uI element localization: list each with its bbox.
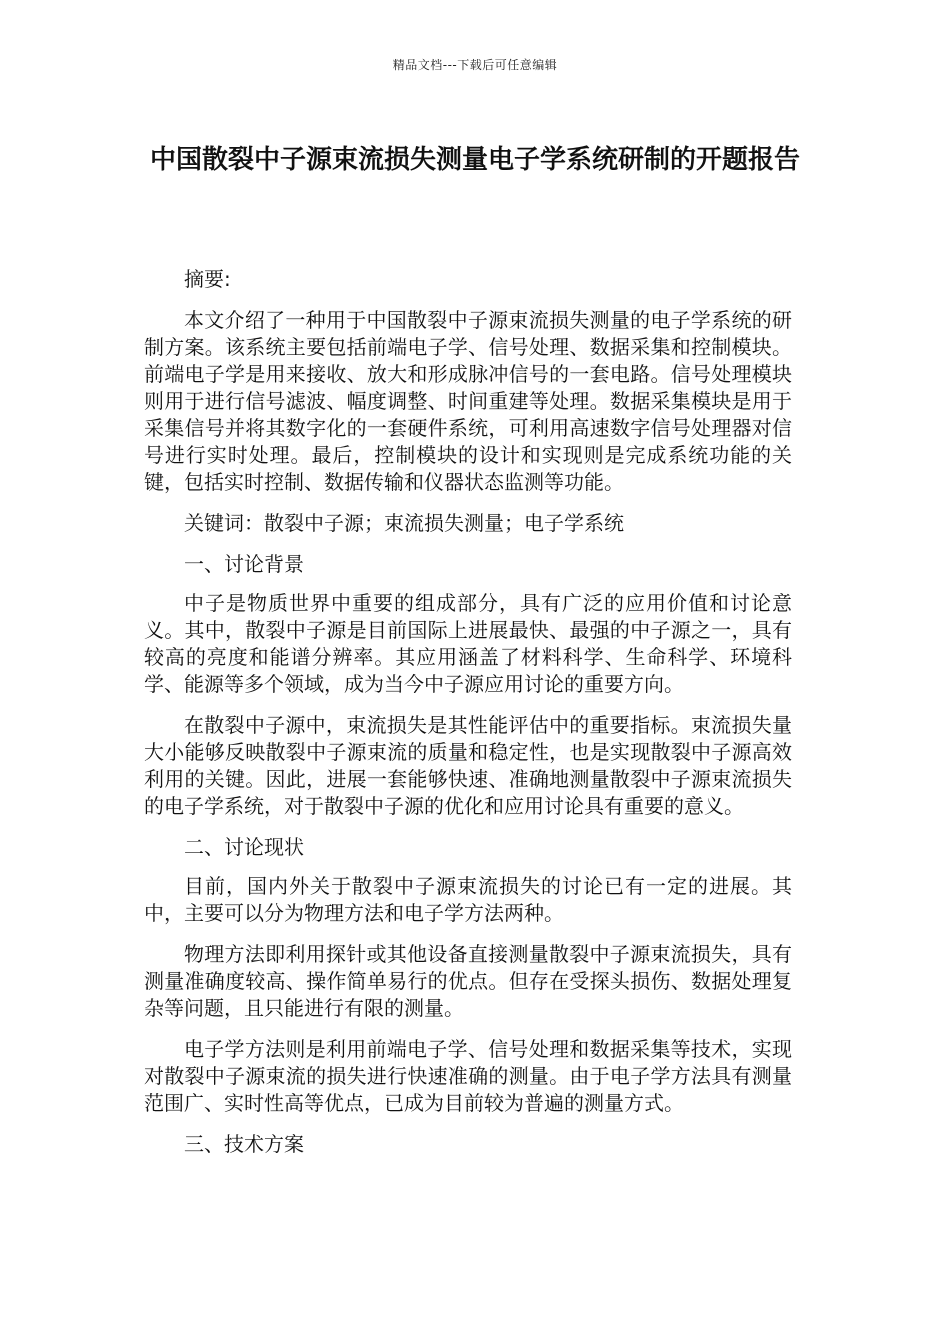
header-note: 精品文档---下载后可任意编辑 (392, 58, 558, 72)
paragraph: 中子是物质世界中重要的组成部分，具有广泛的应用价值和讨论意义。其中，散裂中子源是目前国际上进展最快、最强的中子源之一，具有较高的亮度和能谱分辨率。其应用涵盖了材料科学、生命科学、环境科学、能源等多个领域，成为当今中子源应用讨论的重要方向。 (144, 591, 792, 696)
section-heading-technical-plan: 三、技术方案 (184, 1132, 304, 1156)
paragraph: 物理方法即利用探针或其他设备直接测量散裂中子源束流损失，具有测量准确度较高、操作简单易行的优点。但存在受探头损伤、数据处理复杂等问题，且只能进行有限的测量。 (144, 942, 792, 1020)
section-heading-status: 二、讨论现状 (184, 835, 304, 859)
paragraph: 在散裂中子源中，束流损失是其性能评估中的重要指标。束流损失量大小能够反映散裂中子源束流的质量和稳定性，也是实现散裂中子源高效利用的关键。因此，进展一套能够快速、准确地测量散裂中子源束流损失的电子学系统，对于散裂中子源的优化和应用讨论具有重要的意义。 (144, 713, 792, 818)
abstract-paragraph: 本文介绍了一种用于中国散裂中子源束流损失测量的电子学系统的研制方案。该系统主要包括前端电子学、信号处理、数据采集和控制模块。前端电子学是用来接收、放大和形成脉冲信号的一套电路。信号处理模块则用于进行信号滤波、幅度调整、时间重建等处理。数据采集模块是用于采集信号并将其数字化的一套硬件系统，可利用高速数字信号处理器对信号进行实时处理。最后，控制模块的设计和实现则是完成系统功能的关键，包括实时控制、数据传输和仪器状态监测等功能。 (144, 308, 792, 494)
keywords-line: 关键词：散裂中子源；束流损失测量；电子学系统 (184, 511, 624, 535)
document-body (144, 266, 792, 1170)
section-heading-background: 一、讨论背景 (184, 552, 304, 576)
abstract-label: 摘要: (184, 267, 231, 291)
paragraph: 目前，国内外关于散裂中子源束流损失的讨论已有一定的进展。其中，主要可以分为物理方法和电子学方法两种。 (144, 874, 792, 925)
paragraph: 电子学方法则是利用前端电子学、信号处理和数据采集等技术，实现对散裂中子源束流的损失进行快速准确的测量。由于电子学方法具有测量范围广、实时性高等优点，已成为目前较为普遍的测量方式。 (144, 1037, 792, 1115)
document-title: 中国散裂中子源束流损失测量电子学系统研制的开题报告 (149, 145, 800, 175)
